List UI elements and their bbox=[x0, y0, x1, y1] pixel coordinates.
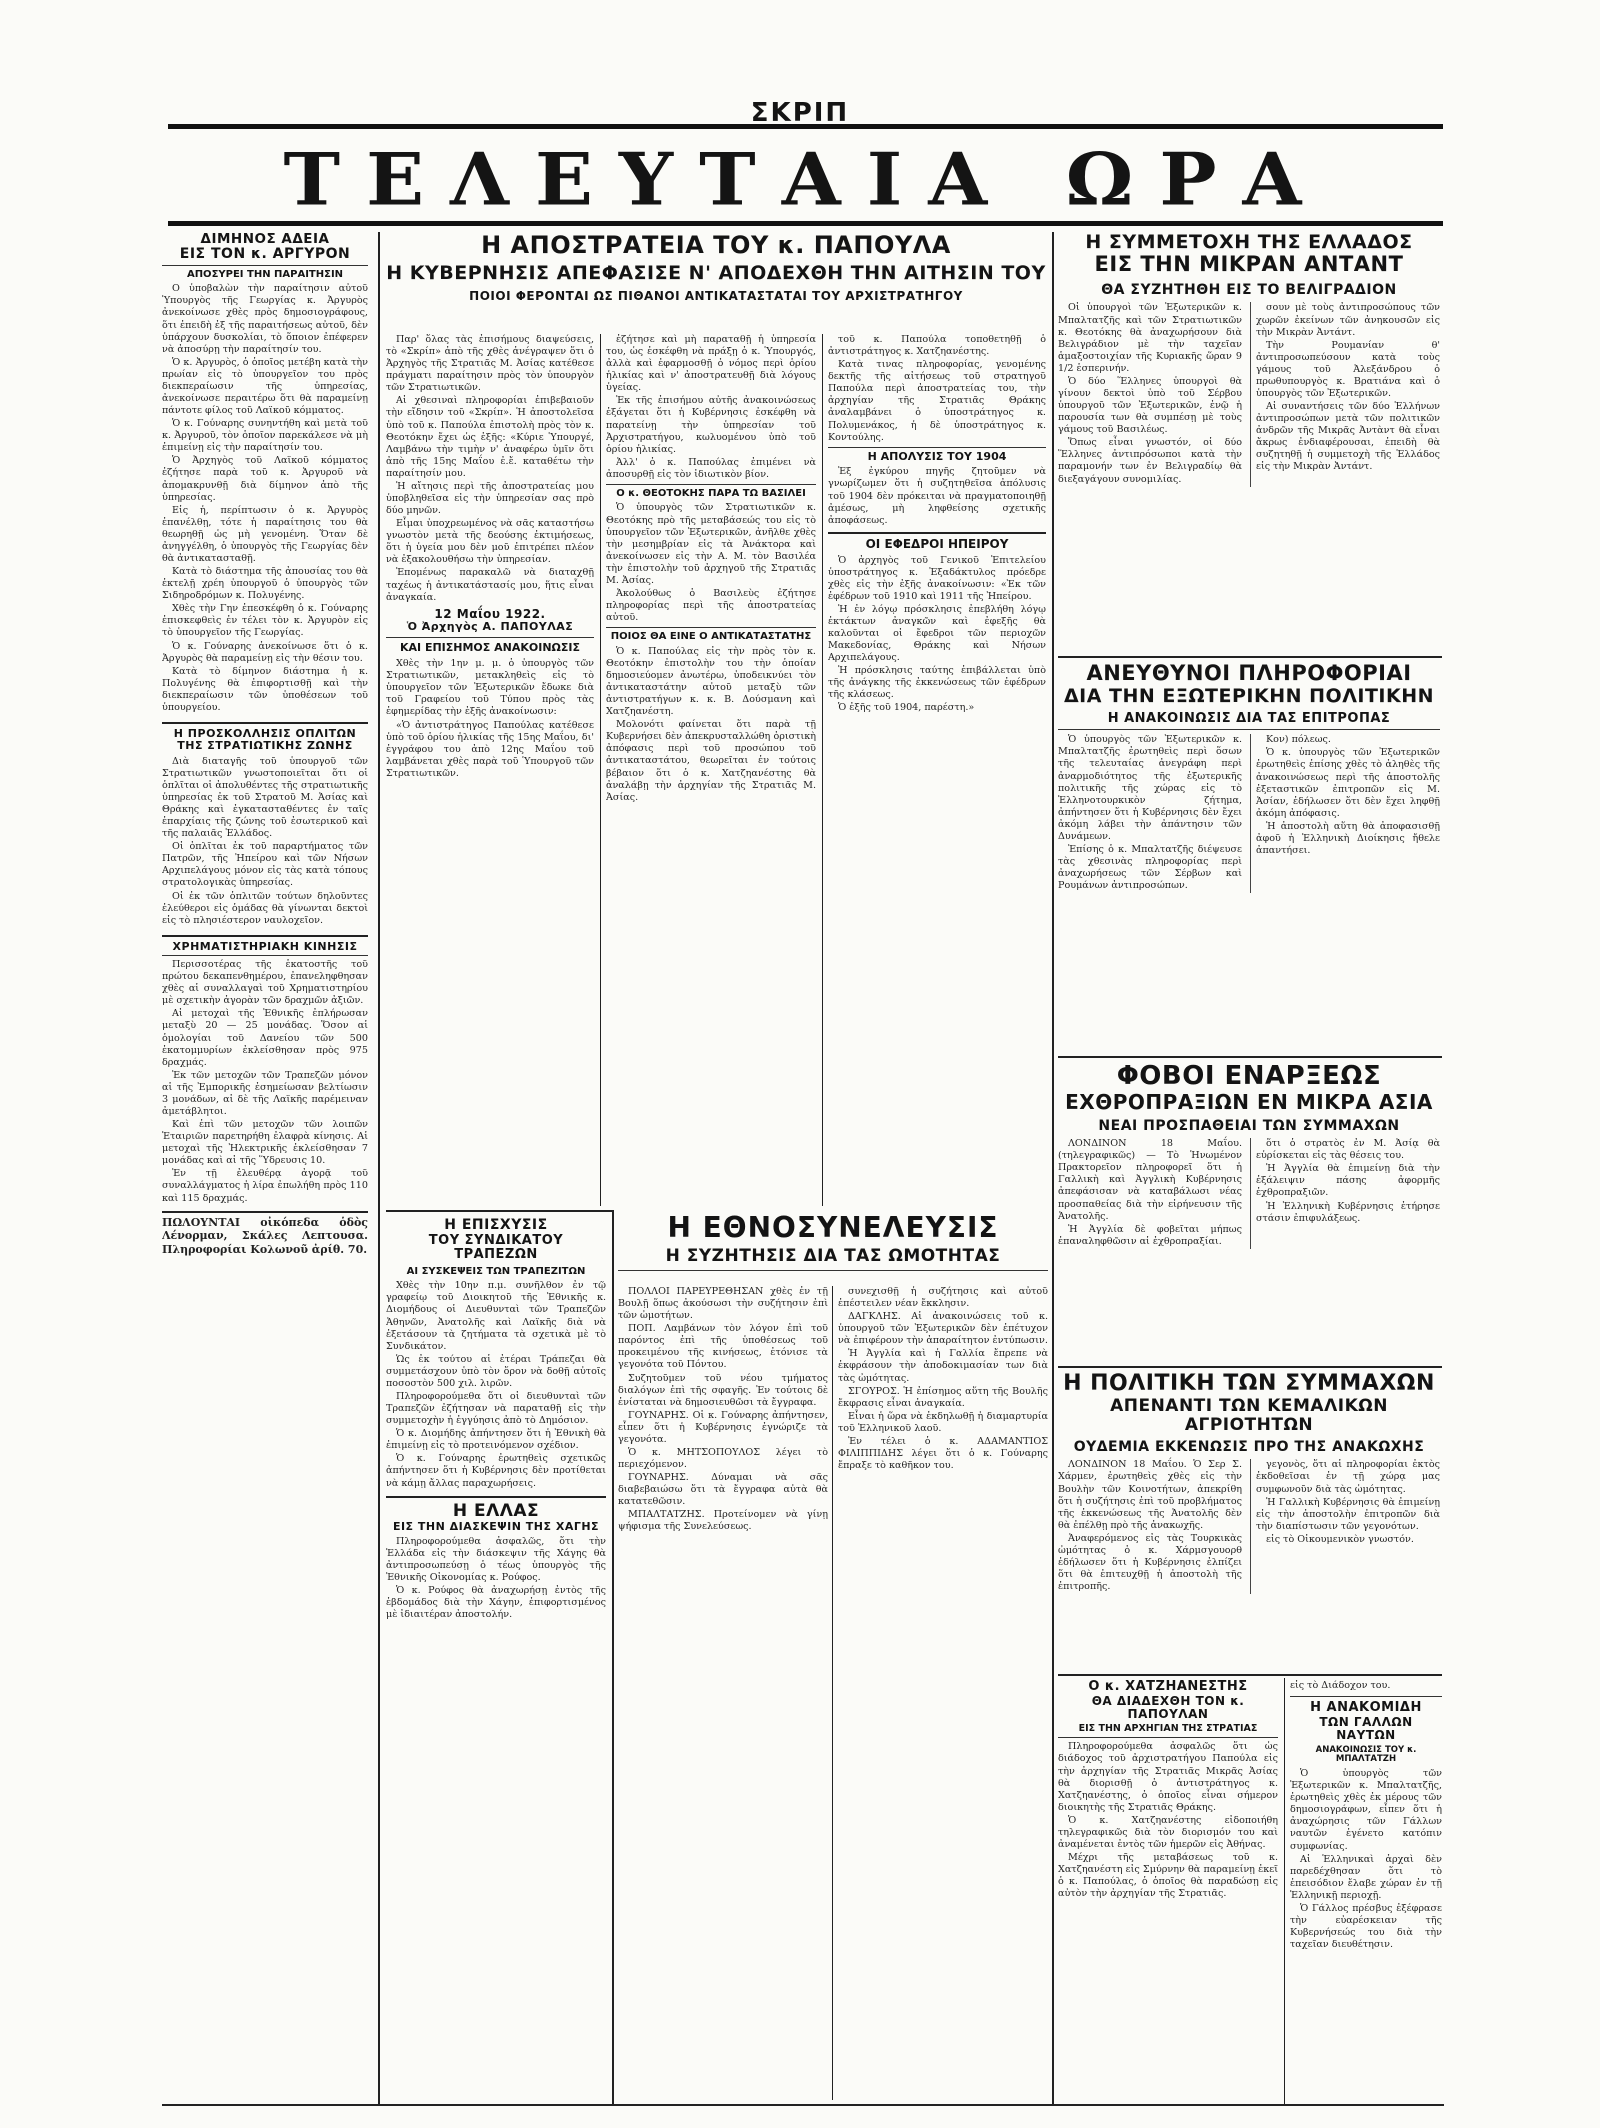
headline-allies-policy: Η ΠΟΛΙΤΙΚΗ ΤΩΝ ΣΥΜΜΑΧΩΝ bbox=[1063, 1372, 1435, 1396]
section-divider bbox=[162, 722, 368, 724]
hatzianestis-body: Πληροφορούμεθα ἀσφαλῶς ὅτι ὡς διάδοχος τοῦ ἀρχιστρατήγου Παπούλα εἰς τὴν ἀρχηγίαν τῆς Στρατιᾶς Μικρᾶς Ἀσίας θὰ διορισθῇ ὁ ἀντιστράτηγος κ. Χατζηανέστης, ὁ ὁποῖος εἶναι σήμερον διοικητὴς τῆς Στρατιᾶς Θράκης. Ὁ κ. Χατζηανέστης εἰδοποιήθη τηλεγραφικῶς διὰ τὸν διορισμόν του καὶ ἀναμένεται ἐντὸς τῶν ἡμερῶν εἰς Ἀθήνας. Μέχρι τῆς μεταβάσεως τοῦ κ. Χατζηανέστη εἰς Σμύρνην θὰ παραμείνῃ ἐκεῖ ὁ κ. Παπούλας, ὁ ὁποῖος θὰ παραδώσῃ εἰς αὐτὸν τὴν ἀρχηγίαν τῆς Στρατιᾶς. bbox=[1058, 1741, 1278, 1900]
french-sailors-article bbox=[1290, 1680, 1442, 2100]
allies-body-b: γεγονὸς, ὅτι αἱ πληροφορίαι ἐκτὸς ἐκδοθεῖσαι ἐν τῇ χώρᾳ μας συμφωνοῦν διὰ τὰς ὠμότητας. Ἡ Γαλλικὴ Κυβέρνησις θὰ ἐπιμείνῃ εἰς τὴν ἀποστολὴν ἐπιτροπῶν διὰ τὴν διαπίστωσιν τῶν γεγονότων. εἰς τὸ Οἰκουμενικὸν γνωστόν. bbox=[1250, 1459, 1440, 1594]
headline-government-decision: Η ΚΥΒΕΡΝΗΣΙΣ ΑΠΕΦΑΣΙΣΕ Ν' ΑΠΟΔΕΧΘΗ ΤΗΝ ΑΙΤΗΣΙΝ ΤΟΥ bbox=[386, 261, 1046, 284]
foreign-policy-article bbox=[1058, 662, 1440, 1052]
headline-committees: Η ΑΝΑΚΟΙΝΩΣΙΣ ΔΙΑ ΤΑΣ ΕΠΙΤΡΟΠΑΣ bbox=[1058, 712, 1440, 731]
small-masthead: ΣΚΡΙΠ bbox=[750, 98, 850, 128]
subheadline-resignation: ΑΠΟΣΥΡΕΙ ΤΗΝ ΠΑΡΑΙΤΗΣΙΝ bbox=[186, 268, 344, 280]
headline-transport: Η ΑΝΑΚΟΜΙΔΗ bbox=[1310, 1700, 1422, 1716]
headline-foreign-policy: ΔΙΑ ΤΗΝ ΕΞΩΤΕΡΙΚΗΝ ΠΟΛΙΤΙΚΗΝ bbox=[1063, 684, 1435, 707]
headline-successors: ΠΟΙΟΙ ΦΕΡΟΝΤΑΙ ΩΣ ΠΙΘΑΝΟΙ ΑΝΤΙΚΑΤΑΣΤΑΤΑΙ ΤΟΥ ΑΡΧΙΣΤΡΑΤΗΓΟΥ bbox=[469, 289, 963, 304]
masthead-frame bbox=[168, 124, 1443, 226]
column-rule bbox=[600, 334, 601, 1206]
article-body-stock-exchange: Περισσοτέρας τῆς ἑκατοστῆς τοῦ πρώτου δεκαπενθημέρου, ἐπανεληφθησαν χθὲς αἱ συναλλαγαὶ τοῦ Χρηματιστηρίου μὲ σχετικὴν ἀγορὰν τῶν δραχμῶν ἀξιῶν. Αἱ μετοχαὶ τῆς Ἐθνικῆς ἐπλήρωσαν μεταξὺ 20 — 25 μονάδας. Ὅσον αἱ ὁμολογίαι τοῦ Δανείου τῶν 500 ἑκατομμυρίων ἐκλείσθησαν πρὸς 975 δραχμάς. Ἐκ τῶν μετοχῶν τῶν Τραπεζῶν μόνον αἱ τῆς Ἐμπορικῆς ἐσημείωσαν βελτίωσιν 3 μονάδων, αἱ δὲ τῆς Λαϊκῆς παρέμειναν ἀμετάβλητοι. Καὶ ἐπὶ τῶν μετοχῶν τῶν λοιπῶν Ἑταιριῶν παρετηρήθη ἐλαφρὰ κίνησις. Αἱ μετοχαὶ τῆς Ἠλεκτρικῆς ἐκλείσθησαν 7 μονάδας καὶ αἱ τῆς Ὕδρευσις 10. Ἐν τῇ ἐλευθέρᾳ ἀγορᾷ τοῦ συναλλάγματος ἡ λίρα ἐπωλήθη πρὸς 110 καὶ 115 δραχμάς. bbox=[162, 959, 368, 1204]
left-column bbox=[162, 232, 368, 2100]
section-rule bbox=[1058, 656, 1442, 658]
two-column-body bbox=[1058, 1459, 1440, 1594]
continuation-text: εἰς τὸ Διάδοχον του. bbox=[1290, 1680, 1391, 1691]
french-sailors-body: Ὁ ὑπουργὸς τῶν Ἐξωτερικῶν κ. Μπαλτατζῆς, ἐρωτηθεὶς χθὲς ἐκ μέρους τῶν δημοσιογράφων, εἶπεν ὅτι ἡ ἀναχώρησις τῶν Γάλλων ναυτῶν ἐγένετο κατόπιν συμφωνίας. Αἱ Ἑλληνικαὶ ἀρχαὶ δὲν παρεδέχθησαν ὅτι τὸ ἐπεισόδιον ἔλαβε χώραν ἐν τῇ Ἑλληνικῇ περιοχῇ. Ὁ Γάλλος πρέσβυς ἐξέφρασε τὴν εὐαρέσκειαν τῆς Κυβερνήσεώς του διὰ τὴν ταχεῖαν διευθέτησιν. bbox=[1290, 1768, 1442, 1951]
headline-no-evacuation: ΟΥΔΕΜΙΑ ΕΚΚΕΝΩΣΙΣ ΠΡΟ ΤΗΣ ΑΝΑΚΩΧΗΣ bbox=[1073, 1438, 1425, 1455]
official-announcement-body: Χθὲς τὴν 1ην μ. μ. ὁ ὑπουργὸς τῶν Στρατιωτικῶν, μετακληθεὶς εἰς τὸ ὑπουργεῖον τῶν Ἐξωτερικῶν ἔδωκε διὰ τοῦ Γραφείου τοῦ Τύπου πρὸς τὰς ἐφημερίδας τὴν ἑξῆς ἀνακοίνωσιν: «Ὁ ἀντιστράτηγος Παπούλας κατέθεσε ὑπὸ τοῦ ὁρίου ἡλικίας τῆς 15ης Μαΐου, δι' ἐγγράφου του ἀπὸ 12ης Μαΐου τοῦ λαμβάνεται χθὲς παρὰ τοῦ Ὑπουργοῦ τῶν Στρατιωτικῶν. bbox=[386, 658, 594, 779]
foreign-body-b: Κον) πόλεως. Ὁ κ. ὑπουργὸς τῶν Ἐξωτερικῶν ἐρωτηθεὶς ἐπίσης χθὲς τὸ ἀληθὲς τῆς ἀνακοινώσεως περὶ τῆς ἀποστολῆς ἐξεταστικῶν ἐπιτροπῶν εἰς Μ. Ἀσίαν, ἐδήλωσεν ὅτι δὲν ἔχει ληφθῇ ἀκόμη ἀπόφασις. Ἡ ἀποστολὴ αὕτη θὰ ἀποφασισθῇ ἀφοῦ ἡ Ἑλληνικὴ Διοίκησις ἤθελε ἀπαντήσει. bbox=[1250, 734, 1440, 893]
section-divider bbox=[1290, 1696, 1442, 1697]
headline-french-sailors: ΤΩΝ ΓΑΛΛΩΝ ΝΑΥΤΩΝ bbox=[1319, 1714, 1413, 1743]
headline-fears: ΦΟΒΟΙ ΕΝΑΡΞΕΩΣ bbox=[1116, 1062, 1382, 1091]
theotokis-body: Ὁ ὑπουργὸς τῶν Στρατιωτικῶν κ. Θεοτόκης πρὸ τῆς μεταβάσεώς του εἰς τὸ ὑπουργεῖον τῶν Ἐξωτερικῶν, ἀνῆλθε χθὲς τὴν μεσημβρίαν εἰς τὰ Ἀνάκτορα καὶ ἀνεκοίνωσεν εἰς τὴν Α. Μ. τὸν Βασιλέα τὴν ἐπιστολὴν τοῦ ἀρχηγοῦ τῆς Στρατιᾶς Μ. Ἀσίας. Ἀκολούθως ὁ Βασιλεὺς ἐζήτησε πληροφορίας περὶ τῆς ἀποστρατείας αὐτοῦ. bbox=[606, 502, 816, 624]
successor-body: Ὁ κ. Παπούλας εἰς τὴν πρὸς τὸν κ. Θεοτόκην ἐπιστολὴν του τὴν ὁποίαν δημοσιεύομεν ἀνωτέρω, ὑποδεικνύει τὸν ἀντικαταστάτην αὐτοῦ μεταξὺ τῶν ἀντιστρατήγων κ. κ. Β. Δούσμανη καὶ Χατζηανέστη. Μολονότι φαίνεται ὅτι παρὰ τῇ Κυβερνήσει δὲν ἀπεκρυσταλλώθη ὁριστικὴ ἀπόφασις περὶ τοῦ προσώπου τοῦ ἀντικαταστάτου, θεωρεῖται ἐν τούτοις βέβαιον ὅτι ὁ κ. Χατζηανέστης θὰ ἀναλάβῃ τὴν ἀρχηγίαν τῆς Στρατιᾶς Μ. Ἀσίας. bbox=[606, 645, 816, 803]
hostilities-article bbox=[1058, 1062, 1440, 1362]
reservists-body: Ὁ ἀρχηγὸς τοῦ Γενικοῦ Ἐπιτελείου ὑποστράτηγος κ. Ἐξαδάκτυλος πρόεδρε χθὲς εἰς τὴν ἐξῆς ἀνακοίνωσιν: «Ἐκ τῶν ἐφέδρων τοῦ 1910 καὶ 1911 τῆς Ἠπείρου. Ἡ ἐν λόγῳ πρόσκλησις ἐπεβλήθη λόγῳ ἐκτάκτων ἀναγκῶν καὶ ἐφεξῆς θὰ καλοῦνται οἱ ἔφεδροι τῶν περιοχῶν Μακεδονίας, Θράκης καὶ Νήσων Αρχιπελάγους. Ἡ πρόσκλησις ταύτης ἐπιβάλλεται ὑπὸ τῆς ἀνάγκης τῆς ἐκκενώσεως τῶν ἐφέδρων τῆς κλάσεως. Ὁ ἐξῆς τοῦ 1904, παρέστη.» bbox=[828, 554, 1046, 714]
assembly-body-b: συνεχισθῇ ἡ συζήτησις καὶ αὐτοῦ ἐπέστειλεν νέαν ἔκκλησιν. ΔΑΓΚΛΗΣ. Αἱ ἀνακοινώσεις τοῦ κ. ὑπουργοῦ τῶν Ἐξωτερικῶν δὲν ἐπέτυχον νὰ ἐπιφέρουν τὴν ἀπαραίτητον ἐντύπωσιν. Ἡ Ἀγγλία καὶ ἡ Γαλλία ἔπρεπε νὰ ἐκφράσουν τὴν ἀποδοκιμασίαν των διὰ τὰς ὠμότητας. ΣΓΟΥΡΟΣ. Ἡ ἐπίσημος αὕτη τῆς Βουλῆς ἔκφρασις εἶναι ἀναγκαία. Εἶναι ἡ ὥρα νὰ ἐκδηλωθῇ ἡ διαμαρτυρία τοῦ Ἑλληνικοῦ λαοῦ. Ἐν τέλει ὁ κ. ΑΔΑΜΑΝΤΙΟΣ ΦΙΛΙΠΠΙΔΗΣ λέγει ὅτι ὁ κ. Γούναρης ἔπραξε τὸ καθῆκον του. bbox=[838, 1286, 1048, 1472]
subheadline-successor: ΠΟΙΟΣ ΘΑ ΕΙΝΕ Ο ΑΝΤΙΚΑΤΑΣΤΑΤΗΣ bbox=[606, 627, 816, 643]
papoulas-body-c: τοῦ κ. Παπούλα τοποθετηθῇ ὁ ἀντιστράτηγος κ. Χατζηανέστης. Κατὰ τινας πληροφορίας, γενομένης δεκτῆς τῆς αἰτήσεως τοῦ στρατηγοῦ Παπούλα περὶ ἀποστρατείας του, τὴν ἀρχηγίαν τῆς Στρατιᾶς Θράκης ἀναλαμβάνει ὁ ὑποστράτηγος κ. Πολυμενάκος, ἡ δὲ ὑποστράτηγος κ. Κοντούλης. bbox=[828, 334, 1046, 443]
headline-argyros: ΕΙΣ ΤΟΝ κ. ΑΡΓΥΡΟΝ bbox=[162, 247, 368, 266]
subheadline-theotokis-king: Ο κ. ΘΕΟΤΟΚΗΣ ΠΑΡΑ ΤΩ ΒΑΣΙΛΕΙ bbox=[606, 484, 816, 500]
subheadline-official-announcement: ΚΑΙ ΕΠΙΣΗΜΟΣ ΑΝΑΚΟΙΝΩΣΙΣ bbox=[399, 641, 580, 655]
allies-body-a: ΛΟΝΔΙΝΟΝ 18 Μαΐου. Ὁ Σερ Σ. Χάρμεν, ἐρωτηθεὶς χθὲς εἰς τὴν Βουλὴν τῶν Κοινοτήτων, ἀπεκρίθη ὅτι ἡ συζήτησις ἐπὶ τοῦ προβλήματος τῆς ἐκκενώσεως τῆς Ἀνατολῆς δὲν θὰ ἐπέλθῃ πρὸ τῆς ἀνακωχῆς. Ἀναφερόμενος εἰς τὰς Τουρκικὰς ὠμότητας ὁ κ. Χάρμσγουορθ ἐδήλωσεν ὅτι ἡ Κυβέρνησις ἐλπίζει ὅτι θὰ ἐπιτευχθῇ ἡ ἀποστολὴ τῆς ἐπιτροπῆς. bbox=[1058, 1459, 1242, 1593]
masthead-title: ΤΕΛΕΥΤΑΙΑ ΩΡΑ bbox=[283, 137, 1328, 222]
column-rule bbox=[822, 334, 823, 1206]
foreign-body-a: Ὁ ὑπουργὸς τῶν Ἐξωτερικῶν κ. Μπαλτατζῆς ἐρωτηθεὶς περὶ ὅσων τῆς τελευταίας ἀνεγράφη περὶ ἀναρμοδιότητος τῆς ἐξωτερικῆς πολιτικῆς τῆς χώρας εἰς τὸ Ἑλληνοτουρκικὸν ζήτημα, ἀπήντησεν ὅτι ἡ Κυβέρνησις δὲν ἔχει ἀκόμη λάβει τὴν ἀπάντησιν τῶν Δυνάμεων. Ἐπίσης ὁ κ. Μπαλτατζῆς διέψευσε τὰς χθεσινὰς πληροφορίας περὶ ἀναχωρήσεως τῶν Σέρβων καὶ Ρουμάνων ἀντιπροσώπων. bbox=[1058, 734, 1242, 892]
papoulas-col-c bbox=[828, 334, 1046, 1204]
headline-kemalist: ΑΠΕΝΑΝΤΙ ΤΩΝ ΚΕΜΑΛΙΚΩΝ ΑΓΡΙΟΤΗΤΩΝ bbox=[1110, 1395, 1388, 1435]
hatzianestis-article bbox=[1058, 1680, 1278, 2100]
article-body-soldiers: Διὰ διαταγῆς τοῦ ὑπουργοῦ τῶν Στρατιωτικῶν γνωστοποιεῖται ὅτι οἱ ὁπλῖται οἱ ἀπολυθέντες τῆς στρατιωτικῆς ὑπηρεσίας ἐκ τοῦ Στρατοῦ Μ. Ἀσίας καὶ Θράκης καὶ ἐγκατασταθέντες ἐν ταῖς ἐπαρχίαις τῆς ζώνης τοῦ ἐσωτερικοῦ καὶ τῆς παλαιᾶς Ἑλλάδος. Οἱ ὁπλῖται ἐκ τοῦ παραρτήματος τῶν Πατρῶν, τῆς Ἠπείρου καὶ τῶν Νήσων Αρχιπελάγους μόνον εἰς τὰς κατὰ τόπους στρατολογικὰς ὑπηρεσίας. Οἱ ἐκ τῶν ὁπλιτῶν τούτων δηλοῦντες ἐλεύθεροι εἰς ὁμάδας θὰ γίνωνται δεκτοὶ εἰς τὸ πλησιέστερον ναυλοχεῖον. bbox=[162, 755, 368, 926]
headline-leave: ΔΙΜΗΝΟΣ ΑΔΕΙΑ bbox=[200, 232, 330, 247]
headline-assembly: Η ΕΘΝΟΣΥΝΕΛΕΥΣΙΣ bbox=[667, 1212, 999, 1244]
headline-hellas: Η ΕΛΛΑΣ bbox=[452, 1500, 540, 1521]
letter-date: 12 Μαΐου 1922. bbox=[434, 606, 546, 621]
subheadline-baltatzis: ΑΝΑΚΟΙΝΩΣΙΣ ΤΟΥ κ. ΜΠΑΛΤΑΤΖΗ bbox=[1315, 1744, 1417, 1765]
headline-succeed-papoulas: ΘΑ ΔΙΑΔΕΧΘΗ ΤΟΝ κ. ΠΑΠΟΥΛΑΝ bbox=[1091, 1693, 1245, 1721]
subheadline-army-command: ΕΙΣ ΤΗΝ ΑΡΧΗΓΙΑΝ ΤΗΣ ΣΤΡΑΤΙΑΣ bbox=[1058, 1724, 1278, 1738]
column-rule bbox=[1052, 232, 1054, 2104]
hostilities-body-a: ΛΟΝΔΙΝΟΝ 18 Μαΐου. (τηλεγραφικῶς) — Τὸ Ἡνωμένον Πρακτορεῖον πληροφορεῖ ὅτι ἡ Γαλλικὴ καὶ Ἀγγλικὴ Κυβέρνησις ἀπεφάσισαν νὰ καταβάλωσι νέας προσπαθείας διὰ τὴν εἰρήνευσιν τῆς Ἀνατολῆς. Ἡ Ἀγγλία δὲ φοβεῖται μήπως ἐπαναληφθῶσιν αἱ ἐχθροπραξίαι. bbox=[1058, 1138, 1242, 1247]
headline-allies-efforts: ΝΕΑΙ ΠΡΟΣΠΑΘΕΙΑΙ ΤΩΝ ΣΥΜΜΑΧΩΝ bbox=[1098, 1117, 1400, 1134]
banks-column bbox=[386, 1218, 606, 2100]
assembly-col-b bbox=[838, 1286, 1048, 2100]
papoulas-col-b bbox=[606, 334, 816, 1204]
headline-banks-syndicate: ΤΟΥ ΣΥΝΔΙΚΑΤΟΥ ΤΡΑΠΕΖΩΝ bbox=[428, 1232, 564, 1263]
banks-body: Χθὲς τὴν 10ην π.μ. συνῆλθον ἐν τῷ γραφείῳ τοῦ Διοικητοῦ τῆς Ἐθνικῆς κ. Διομήδους οἱ Διευθυνταὶ τῶν Τραπεζῶν Ἀθηνῶν, Ἀνατολῆς καὶ Λαϊκῆς διὰ νὰ ἐξετάσουν τὰ ζητήματα τὰ σχετικὰ μὲ τὸ Συνδικάτον. Ὡς ἐκ τούτου αἱ ἐτέραι Τράπεζαι θὰ συμμετάσχουν ὑπὸ τὸν ὅρον νὰ δοθῇ αὐτοῖς ποσοστὸν 500 χιλ. λιρῶν. Πληροφορούμεθα ὅτι οἱ διευθυνταὶ τῶν Τραπεζῶν ἐζήτησαν νὰ παραταθῇ εἰς τὴν συμμετοχὴν ἡ ἐγγύησις ἀπὸ τὸ Δημόσιον. Ὁ κ. Διομήδης ἀπήντησεν ὅτι ἡ Ἐθνικὴ θὰ ἐπιμείνῃ εἰς τὸ προτεινόμενον σχέδιον. Ὁ κ. Γούναρης ἐρωτηθεὶς σχετικῶς ἀπήντησεν ὅτι ἡ Κυβέρνησις δὲν προτίθεται νὰ κάμῃ ἄλλας παραχωρήσεις. bbox=[386, 1280, 606, 1489]
papoulas-body-a: Παρ' ὅλας τὰς ἐπισήμους διαψεύσεις, τὸ «Σκρίπ» ἀπὸ τῆς χθὲς ἀνέγραψεν ὅτι ὁ Ἀρχηγὸς τῆς Στρατιᾶς Μ. Ἀσίας κατέθεσε πράγματι παραίτησιν πρὸς τὸν ὑπουργὸν τῶν Στρατιωτικῶν. Αἱ χθεσιναὶ πληροφορίαι ἐπιβεβαιοῦν τὴν εἴδησιν τοῦ «Σκρίπ». Ἡ ἀποστολεῖσα ὑπὸ τοῦ κ. Παπούλα ἐπιστολὴ πρὸς τὸν κ. Θεοτόκην ἔχει ὡς ἑξῆς: «Κύριε Ὑπουργέ, Λαμβάνω τὴν τιμὴν ν' ἀναφέρω ὑμῖν ὅτι ἀπὸ τῆς 15ης Μαΐου ἐ.ἔ. καταθέτω τὴν παραίτησίν μου. Ἡ αἴτησις περὶ τῆς ἀποστρατείας μου ὑποβληθεῖσα εἰς τὴν ὑπηρεσίαν σας πρὸ δύο μηνῶν. Εἶμαι ὑποχρεωμένος νὰ σᾶς καταστήσω γνωστὸν μετὰ τῆς δεούσης ἐκτιμήσεως, ὅτι ἡ ὑγεία μου δὲν μοῦ ἐπιτρέπει πλέον νὰ ἐξακολουθήσω τὴν ὑπηρεσίαν. Ἐπομένως παρακαλῶ νὰ διαταχθῇ ταχέως ἡ ἀντικατάστασίς μου, ἥτις εἶναι ἀναγκαία. bbox=[386, 334, 594, 603]
headline-unofficial-info: ΑΝΕΥΘΥΝΟΙ ΠΛΗΡΟΦΟΡΙΑΙ bbox=[1086, 662, 1412, 685]
section-divider bbox=[386, 637, 594, 638]
article-body-argyros: Ο ὑποβαλὼν τὴν παραίτησιν αὐτοῦ Ὑπουργὸς τῆς Γεωργίας κ. Ἀργυρὸς ἀνεκοίνωσε χθὲς πρὸς δημοσιογράφους, ὅτι ἐπειδὴ ἐξ τῆς παραιτήσεως αὐτοῦ, δὲν ὑπάρχουν δυσκολίαι, τὸ ὅποιον ἐπέφερεν νὰ ἀποσύρῃ τὴν παραίτησίν του. Ὁ κ. Ἀργυρὸς, ὁ ὁποῖος μετέβη κατὰ τὴν πρωίαν εἰς τὸ ὑπουργεῖον του πρὸς διεκπεραίωσιν τῆς ὑπηρεσίας, ἀνεκοίνωσε περαιτέρω ὅτι θὰ παραμείνῃ πάντοτε φίλος τοῦ Λαϊκοῦ κόμματος. Ὁ κ. Γούναρης συνηντήθη καὶ μετὰ τοῦ κ. Ἀργυροῦ, τὸν ὁποῖον παρεκάλεσε νὰ μὴ ἐπιμείνῃ εἰς τὴν παραίτησίν του. Ὁ Ἀρχηγὸς τοῦ Λαϊκοῦ κόμματος ἐζήτησε παρὰ τοῦ κ. Ἀργυροῦ νὰ ἀπομακρυνθῇ διὰ δίμηνον ἀπὸ τῆς ὑπηρεσίας. Εἰς ἡ, περίπτωσιν ὁ κ. Ἀργυρὸς ἐπανέλθῃ, τότε ἡ παραίτησις του θὰ θεωρηθῇ ὡς μὴ γενομένη. Ὅταν δὲ ἀνηγγέλθη, ὁ ὑπουργὸς τῆς Γεωργίας δὲν θὰ ἀντικατασταθῇ. Κατὰ τὸ διάστημα τῆς ἀπουσίας του θὰ ἐκτελῇ χρέη ὑπουργοῦ ὁ ὑπουργὸς τῶν Σιδηροδρόμων κ. Πολυγένης. Χθὲς τὴν Γην ἐπεσκέφθη ὁ κ. Γούναρης ἐπισκεφθεὶς ἐν τέλει τὸν κ. Ἀργυρὸν εἰς τὸ ὑπουργεῖον τῆς Γεωργίας. Ὁ κ. Γούναρης ἀνεκοίνωσε ὅτι ὁ κ. Ἀργυρὸς θὰ παραμείνῃ εἰς τὴν θέσιν του. Κατὰ τὸ δίμηνον διάστημα ἡ κ. Πολυγένης θὰ ἐπιφορτισθῇ καὶ τὴν διεκπεραίωσιν τῶν ὑποθέσεων τοῦ ὑπουργείου. bbox=[162, 283, 368, 713]
two-column-body bbox=[1058, 302, 1440, 486]
hellas-body: Πληροφορούμεθα ἀσφαλῶς, ὅτι τὴν Ἑλλάδα εἰς τὴν διάσκεψιν τῆς Χάγης θὰ ἀντιπροσωπεύσῃ ὁ τέως ὑπουργὸς τῆς Ἐθνικῆς Οἰκονομίας κ. Ρούφος. Ὁ κ. Ρούφος θὰ ἀναχωρήσῃ ἐντὸς τῆς ἑβδομάδος διὰ τὴν Χάγην, ἐπιφορτισμένος μὲ ἰδιαιτέραν ἀποστολήν. bbox=[386, 1535, 606, 1621]
headline-banks: Η ΕΠΙΣΧΥΣΙΣ bbox=[444, 1218, 548, 1233]
section-divider bbox=[162, 935, 368, 937]
entente-body-a: Οἱ ὑπουργοὶ τῶν Ἐξωτερικῶν κ. Μπαλτατζῆς καὶ τῶν Στρατιωτικῶν κ. Θεοτόκης θὰ ἀναχωρήσουν διὰ Βελιγράδιον μὲ τὴν ταχεῖαν ἁμαξοστοιχίαν τῆς Κυριακῆς ὥραν 9 1/2 ἑσπερινήν. Ὁ δύο Ἕλληνες ὑπουργοὶ θὰ γίνουν δεκτοὶ ὑπὸ τοῦ Σέρβου ὑπουργοῦ τῶν Ἐξωτερικῶν, ἐνῷ ἡ παρουσία των θὰ συμπέσῃ μὲ τοὺς γάμους τοῦ Βασιλέως. Ὅπως εἶναι γνωστόν, οἱ δύο Ἕλληνες ἀντιπρόσωποι κατὰ τὴν παραμονήν των ἐν Βελιγραδίῳ θὰ διεξαγάγουν συνομιλίας. bbox=[1058, 302, 1242, 485]
headline-belgrade: ΘΑ ΣΥΖΗΤΗΘΗ ΕΙΣ ΤΟ ΒΕΛΙΓΡΑΔΙΟΝ bbox=[1101, 281, 1397, 298]
assembly-body-a: ΠΟΛΛΟΙ ΠΑΡΕΥΡΕΘΗΣΑΝ χθὲς ἐν τῇ Βουλῇ ὅπως ἀκούσωσι τὴν συζήτησιν ἐπὶ τῶν ὠμοτήτων. ΠΟΠ. Λαμβάνων τὸν λόγον ἐπὶ τοῦ παρόντος ἐπὶ τῆς ὑποθέσεως τοῦ προκειμένου τῆς κινήσεως, ἐτόνισε τὰ γεγονότα τοῦ Πόντου. Συζητοῦμεν τοῦ νέου τμήματος διαλόγων ἐπὶ τῆς σφαγῆς. Ἐν τούτοις δὲ ἐνίσταται νὰ δημοσιευθῶσι τὰ ἔγγραφα. ΓΟΥΝΑΡΗΣ. Οἱ κ. Γούναρης ἀπήντησεν, εἶπεν ὅτι ἡ Κυβέρνησις ἐγνώριζε τὰ γεγονότα. Ὁ κ. ΜΗΤΣΟΠΟΥΛΟΣ λέγει τὸ περιεχόμενον. ΓΟΥΝΑΡΗΣ. Δύναμαι νὰ σᾶς διαβεβαιώσω ὅτι τὰ ἔγγραφα αὐτὰ θὰ κατατεθῶσιν. ΜΠΑΛΤΑΤΖΗΣ. Προτείνομεν νὰ γίνῃ ψήφισμα τῆς Συνελεύσεως. bbox=[618, 1286, 828, 1533]
section-divider bbox=[386, 1496, 606, 1498]
headline-papoulas: Η ΑΠΟΣΤΡΑΤΕΙΑ ΤΟΥ κ. ΠΑΠΟΥΛΑ bbox=[481, 232, 951, 259]
discharge-body: Ἐξ ἐγκύρου πηγῆς ζητοῦμεν νὰ γνωρίζωμεν ὅτι ἡ συζητηθεῖσα ἀπόλυσις τοῦ 1904 δὲν πρόκειται νὰ πραγματοποιηθῇ ἀμέσως, μὴ ληφθείσης σχετικῆς ἀποφάσεως. bbox=[828, 466, 1046, 526]
section-divider bbox=[162, 1211, 368, 1213]
headline-hatzianestis: Ο κ. ΧΑΤΖΗΑΝΕΣΤΗΣ bbox=[1088, 1680, 1248, 1694]
headline-military-zone: ΤΗΣ ΣΤΡΑΤΙΩΤΙΚΗΣ ΖΩΝΗΣ bbox=[177, 739, 353, 753]
headline-stock-exchange: ΧΡΗΜΑΤΙΣΤΗΡΙΑΚΗ ΚΙΝΗΣΙΣ bbox=[162, 941, 368, 956]
section-rule bbox=[1058, 1056, 1442, 1058]
headline-participation: Η ΣΥΜΜΕΤΟΧΗ ΤΗΣ ΕΛΛΑΔΟΣ bbox=[1085, 232, 1413, 253]
allies-policy-article bbox=[1058, 1372, 1440, 1670]
classified-ad: ΠΩΛΟΥΝΤΑΙ οἰκόπεδα ὁδὸς Λένορμαν, Σκάλες Λεπτουσα. Πληροφορίαι Κολωνοῦ ἀρίθ. 70. bbox=[162, 1215, 368, 1257]
subheadline-discharge-1904: Η ΑΠΟΛΥΣΙΣ ΤΟΥ 1904 bbox=[828, 447, 1046, 464]
little-entente-article bbox=[1058, 232, 1440, 652]
headline-atrocities: Η ΣΥΖΗΤΗΣΙΣ ΔΙΑ ΤΑΣ ΩΜΟΤΗΤΑΣ bbox=[618, 1247, 1048, 1271]
papoulas-col-a bbox=[386, 334, 594, 1204]
section-rule bbox=[1058, 1674, 1442, 1676]
page-bottom-rule bbox=[162, 2104, 1444, 2106]
two-column-body bbox=[1058, 1138, 1440, 1249]
subheadline-epirus-reservists: ΟΙ ΕΦΕΔΡΟΙ ΗΠΕΙΡΟΥ bbox=[828, 532, 1046, 552]
hostilities-body-b: ὅτι ὁ στρατὸς ἐν Μ. Ἀσίᾳ θὰ εὑρίσκεται εἰς τὰς θέσεις του. Ἡ Ἀγγλία θὰ ἐπιμείνῃ διὰ τὴν ἐξάλειψιν πάσης ἀφορμῆς ἐχθροπραξιῶν. Ἡ Ἑλληνικὴ Κυβέρνησις ἐτήρησε στάσιν ἐπιφυλάξεως. bbox=[1250, 1138, 1440, 1249]
assembly-col-a bbox=[618, 1286, 828, 2100]
headline-little-entente: ΕΙΣ ΤΗΝ ΜΙΚΡΑΝ ΑΝΤΑΝΤ bbox=[1094, 252, 1404, 277]
column-rule bbox=[832, 1286, 833, 2100]
two-column-body bbox=[1058, 734, 1440, 893]
section-rule bbox=[386, 1210, 612, 1212]
entente-body-b: σουν μὲ τοὺς ἀντιπροσώπους τῶν χωρῶν ἐκείνων τῶν ἀνηκουσῶν εἰς τὴν Μικρὰν Ἀντάντ. Τὴν Ρουμανίαν θ' ἀντιπροσωπεύσουν κατὰ τοὺς γάμους τοῦ Ἀλεξάνδρου ὁ πρωθυπουργὸς κ. Βρατιάνα καὶ ὁ ὑπουργὸς τῶν Ἐξωτερικῶν. Αἱ συναντήσεις τῶν δύο Ἑλλήνων ἀντιπροσώπων μετὰ τῶν πολιτικῶν ἀνδρῶν τῆς Μικρᾶς Ἀντὰντ θὰ εἶναι ἄκρως ἐνδιαφέρουσαι, ἐπειδὴ θὰ συζητηθῇ ἡ συμμετοχὴ τῆς Ἑλλάδος εἰς τὴν Μικρὰν Ἀντάντ. bbox=[1250, 302, 1440, 486]
headline-soldiers: Η ΠΡΟΣΚΟΛΛΗΣΙΣ ΟΠΛΙΤΩΝ bbox=[173, 727, 357, 741]
section-rule bbox=[1058, 1366, 1442, 1368]
headline-hostilities: ΕΧΘΡΟΠΡΑΞΙΩΝ ΕΝ ΜΙΚΡΑ ΑΣΙΑ bbox=[1065, 1090, 1433, 1115]
column-rule bbox=[1284, 1678, 1285, 2104]
subheadline-bankers: ΑΙ ΣΥΣΚΕΨΕΙΣ ΤΩΝ ΤΡΑΠΕΖΙΤΩΝ bbox=[406, 1265, 586, 1277]
headline-hague: ΕΙΣ ΤΗΝ ΔΙΑΣΚΕΨΙΝ ΤΗΣ ΧΑΓΗΣ bbox=[392, 1519, 600, 1533]
column-rule bbox=[612, 1210, 614, 2104]
papoulas-body-b: ἐζήτησε καὶ μὴ παραταθῇ ἡ ὑπηρεσία του, ὡς ἐσκέφθη νὰ πράξῃ ὁ κ. Ὑπουργός, ἀλλὰ καὶ ἐφαρμοσθῇ ὁ νόμος περὶ ὁρίου ἡλικίας καὶ ν' ἀποστρατευθῇ διὰ λόγους ὑγείας. Ἐκ τῆς ἐπισήμου αὐτῆς ἀνακοινώσεως ἐξάγεται ὅτι ἡ Κυβέρνησις ἐσκέφθη νὰ παρατείνῃ τὴν ὑπηρεσίαν τοῦ Ἀρχιστρατήγου, κωλυομένου ὑπὸ τοῦ ὁρίου ἡλικίας. Ἀλλ' ὁ κ. Παπούλας ἐπιμένει νὰ ἀποσυρθῇ εἰς τὸν ἰδιωτικὸν βίον. bbox=[606, 334, 816, 480]
letter-signature: Ὁ Ἀρχηγὸς Α. ΠΑΠΟΥΛΑΣ bbox=[406, 620, 574, 634]
column-rule bbox=[378, 232, 380, 2104]
